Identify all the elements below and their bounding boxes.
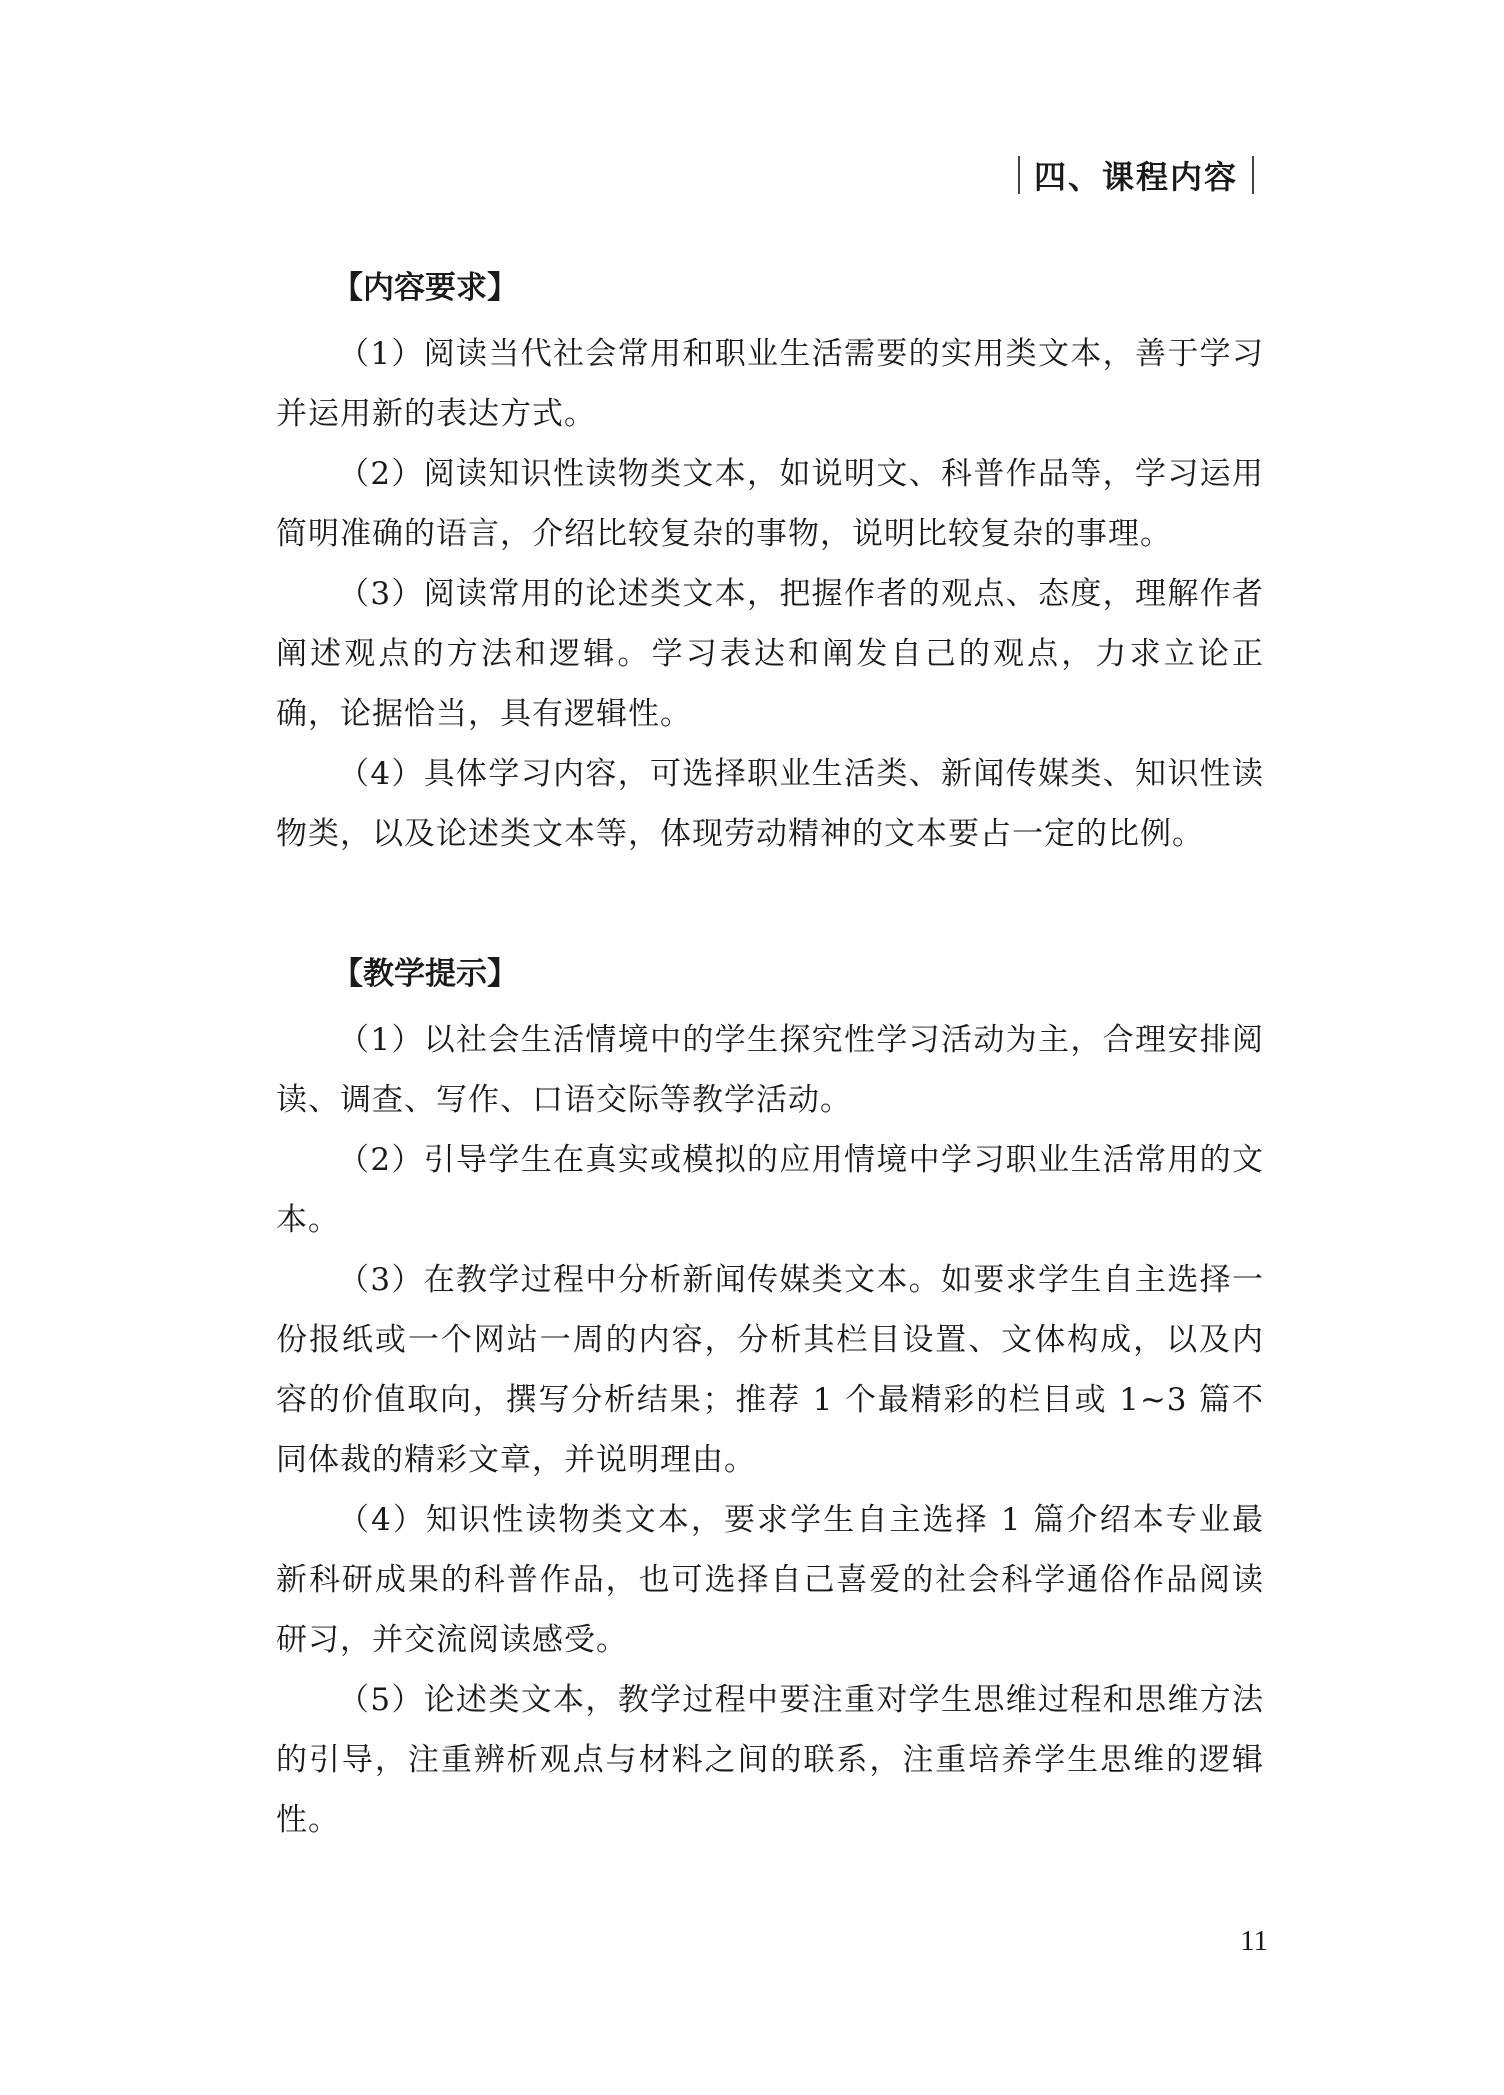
running-header: [1004, 152, 1268, 198]
section-content-requirements: [276, 258, 1264, 864]
paragraph: （2）阅读知识性读物类文本，如说明文、科普作品等，学习运用简明准确的语言，介绍比较复杂的事物，说明比较复杂的事理。: [276, 456, 1264, 552]
paragraph: （1）阅读当代社会常用和职业生活需要的实用类文本，善于学习并运用新的表达方式。: [276, 336, 1264, 432]
paragraph: （3）在教学过程中分析新闻传媒类文本。如要求学生自主选择一份报纸或一个网站一周的内容，分析其栏目设置、文体构成，以及内容的价值取向，撰写分析结果；推荐 1 个最精彩的栏目或 1~3 篇不同体裁的精彩文章，并说明理由。: [276, 1262, 1264, 1478]
section-heading: 【教学提示】: [332, 956, 518, 992]
paragraph: （1）以社会生活情境中的学生探究性学习活动为主，合理安排阅读、调查、写作、口语交际等教学活动。: [276, 1022, 1264, 1118]
paragraph: （3）阅读常用的论述类文本，把握作者的观点、态度，理解作者阐述观点的方法和逻辑。学习表达和阐发自己的观点，力求立论正确，论据恰当，具有逻辑性。: [276, 576, 1264, 732]
page-body: [276, 258, 1264, 1850]
section-teaching-tips: [276, 944, 1264, 1850]
header-right-rule: [1252, 156, 1254, 194]
header-section-title: 四、课程内容: [1033, 158, 1238, 196]
paragraph: （2）引导学生在真实或模拟的应用情境中学习职业生活常用的文本。: [276, 1142, 1264, 1238]
paragraph: （5）论述类文本，教学过程中要注重对学生思维过程和思维方法的引导，注重辨析观点与材料之间的联系，注重培养学生思维的逻辑性。: [276, 1682, 1264, 1838]
paragraph: （4）具体学习内容，可选择职业生活类、新闻传媒类、知识性读物类，以及论述类文本等，体现劳动精神的文本要占一定的比例。: [276, 756, 1264, 852]
section-heading: 【内容要求】: [332, 270, 518, 306]
paragraph: （4）知识性读物类文本，要求学生自主选择 1 篇介绍本专业最新科研成果的科普作品，也可选择自己喜爱的社会科学通俗作品阅读研习，并交流阅读感受。: [276, 1502, 1264, 1658]
header-left-rule: [1018, 156, 1020, 194]
page-number: 11: [1240, 1925, 1268, 1957]
